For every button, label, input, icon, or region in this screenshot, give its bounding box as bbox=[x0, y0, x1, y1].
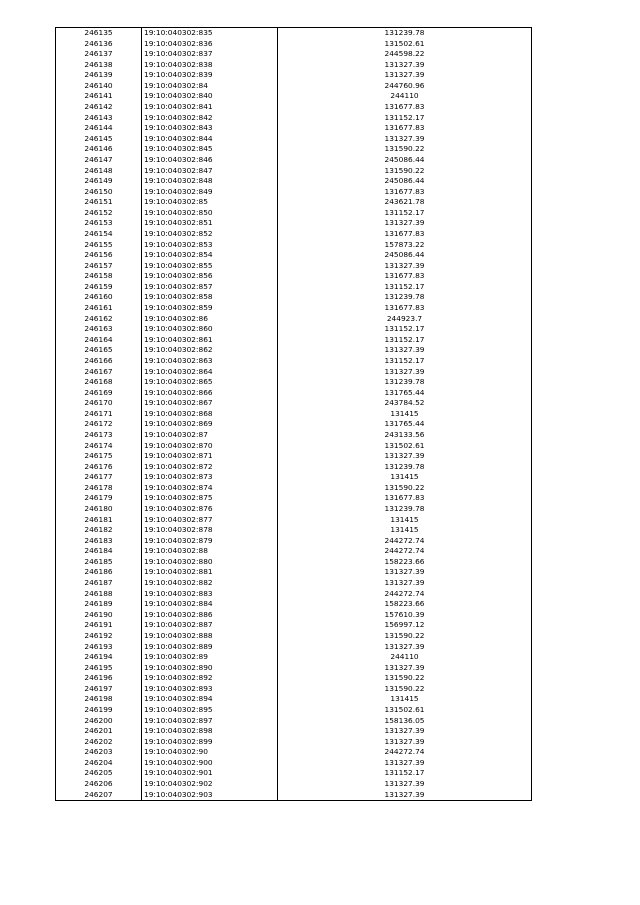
table-row bbox=[56, 367, 532, 378]
row-number-cell: 246183 bbox=[56, 536, 142, 547]
row-number-cell: 246154 bbox=[56, 229, 142, 240]
table-row bbox=[56, 28, 532, 39]
table-row bbox=[56, 441, 532, 452]
table-row bbox=[56, 377, 532, 388]
row-number-cell: 246206 bbox=[56, 779, 142, 790]
cadastral-number-cell: 19:10:040302:900 bbox=[142, 758, 278, 769]
table-row bbox=[56, 515, 532, 526]
row-number-cell: 246140 bbox=[56, 81, 142, 92]
value-cell: 157610.39 bbox=[278, 610, 532, 621]
cadastral-number-cell: 19:10:040302:875 bbox=[142, 493, 278, 504]
row-number-cell: 246147 bbox=[56, 155, 142, 166]
table-row bbox=[56, 620, 532, 631]
value-cell: 131327.39 bbox=[278, 758, 532, 769]
row-number-cell: 246145 bbox=[56, 134, 142, 145]
cadastral-number-cell: 19:10:040302:861 bbox=[142, 335, 278, 346]
table-row bbox=[56, 737, 532, 748]
cadastral-number-cell: 19:10:040302:903 bbox=[142, 790, 278, 801]
cadastral-number-cell: 19:10:040302:879 bbox=[142, 536, 278, 547]
row-number-cell: 246195 bbox=[56, 663, 142, 674]
value-cell: 131152.17 bbox=[278, 113, 532, 124]
table-row bbox=[56, 684, 532, 695]
table-row bbox=[56, 176, 532, 187]
cadastral-number-cell: 19:10:040302:849 bbox=[142, 187, 278, 198]
value-cell: 243133.56 bbox=[278, 430, 532, 441]
row-number-cell: 246165 bbox=[56, 345, 142, 356]
row-number-cell: 246202 bbox=[56, 737, 142, 748]
value-cell: 131239.78 bbox=[278, 504, 532, 515]
value-cell: 131152.17 bbox=[278, 324, 532, 335]
row-number-cell: 246146 bbox=[56, 144, 142, 155]
cadastral-number-cell: 19:10:040302:843 bbox=[142, 123, 278, 134]
value-cell: 131415 bbox=[278, 515, 532, 526]
table-row bbox=[56, 726, 532, 737]
value-cell: 131327.39 bbox=[278, 134, 532, 145]
table-row bbox=[56, 589, 532, 600]
row-number-cell: 246197 bbox=[56, 684, 142, 695]
row-number-cell: 246196 bbox=[56, 673, 142, 684]
value-cell: 131415 bbox=[278, 525, 532, 536]
table-row bbox=[56, 166, 532, 177]
value-cell: 131677.83 bbox=[278, 271, 532, 282]
table-row bbox=[56, 91, 532, 102]
cadastral-number-cell: 19:10:040302:872 bbox=[142, 462, 278, 473]
cadastral-number-cell: 19:10:040302:871 bbox=[142, 451, 278, 462]
row-number-cell: 246143 bbox=[56, 113, 142, 124]
table-row bbox=[56, 716, 532, 727]
row-number-cell: 246173 bbox=[56, 430, 142, 441]
cadastral-number-cell: 19:10:040302:858 bbox=[142, 292, 278, 303]
row-number-cell: 246193 bbox=[56, 642, 142, 653]
table-row bbox=[56, 261, 532, 272]
table-row bbox=[56, 631, 532, 642]
cadastral-number-cell: 19:10:040302:890 bbox=[142, 663, 278, 674]
value-cell: 157873.22 bbox=[278, 240, 532, 251]
value-cell: 245086.44 bbox=[278, 176, 532, 187]
row-number-cell: 246191 bbox=[56, 620, 142, 631]
cadastral-number-cell: 19:10:040302:87 bbox=[142, 430, 278, 441]
value-cell: 131327.39 bbox=[278, 790, 532, 801]
table-row bbox=[56, 694, 532, 705]
value-cell: 244272.74 bbox=[278, 589, 532, 600]
value-cell: 131415 bbox=[278, 694, 532, 705]
row-number-cell: 246138 bbox=[56, 60, 142, 71]
row-number-cell: 246181 bbox=[56, 515, 142, 526]
value-cell: 131152.17 bbox=[278, 282, 532, 293]
value-cell: 131502.61 bbox=[278, 705, 532, 716]
row-number-cell: 246182 bbox=[56, 525, 142, 536]
cadastral-number-cell: 19:10:040302:862 bbox=[142, 345, 278, 356]
row-number-cell: 246135 bbox=[56, 28, 142, 39]
cadastral-number-cell: 19:10:040302:877 bbox=[142, 515, 278, 526]
row-number-cell: 246160 bbox=[56, 292, 142, 303]
row-number-cell: 246153 bbox=[56, 218, 142, 229]
value-cell: 131327.39 bbox=[278, 567, 532, 578]
table-row bbox=[56, 493, 532, 504]
value-cell: 131677.83 bbox=[278, 187, 532, 198]
row-number-cell: 246172 bbox=[56, 419, 142, 430]
value-cell: 131327.39 bbox=[278, 578, 532, 589]
value-cell: 131239.78 bbox=[278, 28, 532, 39]
row-number-cell: 246186 bbox=[56, 567, 142, 578]
row-number-cell: 246162 bbox=[56, 314, 142, 325]
row-number-cell: 246164 bbox=[56, 335, 142, 346]
table-row bbox=[56, 779, 532, 790]
row-number-cell: 246169 bbox=[56, 388, 142, 399]
value-cell: 158223.66 bbox=[278, 557, 532, 568]
row-number-cell: 246158 bbox=[56, 271, 142, 282]
table-row bbox=[56, 113, 532, 124]
value-cell: 131765.44 bbox=[278, 419, 532, 430]
value-cell: 244272.74 bbox=[278, 747, 532, 758]
table-row bbox=[56, 250, 532, 261]
table-row bbox=[56, 155, 532, 166]
value-cell: 131415 bbox=[278, 472, 532, 483]
table-row bbox=[56, 324, 532, 335]
row-number-cell: 246139 bbox=[56, 70, 142, 81]
cadastral-number-cell: 19:10:040302:883 bbox=[142, 589, 278, 600]
row-number-cell: 246188 bbox=[56, 589, 142, 600]
value-cell: 131590.22 bbox=[278, 684, 532, 695]
row-number-cell: 246205 bbox=[56, 768, 142, 779]
value-cell: 244110 bbox=[278, 652, 532, 663]
value-cell: 131327.39 bbox=[278, 218, 532, 229]
cadastral-number-cell: 19:10:040302:894 bbox=[142, 694, 278, 705]
value-cell: 131327.39 bbox=[278, 737, 532, 748]
cadastral-number-cell: 19:10:040302:873 bbox=[142, 472, 278, 483]
table-row bbox=[56, 70, 532, 81]
table-row bbox=[56, 705, 532, 716]
value-cell: 131239.78 bbox=[278, 462, 532, 473]
cadastral-number-cell: 19:10:040302:886 bbox=[142, 610, 278, 621]
cadastral-number-cell: 19:10:040302:901 bbox=[142, 768, 278, 779]
table-row bbox=[56, 599, 532, 610]
value-cell: 131677.83 bbox=[278, 303, 532, 314]
cadastral-number-cell: 19:10:040302:857 bbox=[142, 282, 278, 293]
cadastral-number-cell: 19:10:040302:837 bbox=[142, 49, 278, 60]
table-row bbox=[56, 567, 532, 578]
row-number-cell: 246142 bbox=[56, 102, 142, 113]
cadastral-number-cell: 19:10:040302:889 bbox=[142, 642, 278, 653]
value-cell: 131239.78 bbox=[278, 292, 532, 303]
table-row bbox=[56, 419, 532, 430]
table-row bbox=[56, 187, 532, 198]
row-number-cell: 246200 bbox=[56, 716, 142, 727]
value-cell: 131765.44 bbox=[278, 388, 532, 399]
cadastral-number-cell: 19:10:040302:864 bbox=[142, 367, 278, 378]
cadastral-number-cell: 19:10:040302:882 bbox=[142, 578, 278, 589]
row-number-cell: 246167 bbox=[56, 367, 142, 378]
value-cell: 131590.22 bbox=[278, 483, 532, 494]
value-cell: 131152.17 bbox=[278, 208, 532, 219]
value-cell: 131327.39 bbox=[278, 642, 532, 653]
value-cell: 131327.39 bbox=[278, 70, 532, 81]
row-number-cell: 246207 bbox=[56, 790, 142, 801]
row-number-cell: 246180 bbox=[56, 504, 142, 515]
row-number-cell: 246176 bbox=[56, 462, 142, 473]
value-cell: 131327.39 bbox=[278, 60, 532, 71]
row-number-cell: 246177 bbox=[56, 472, 142, 483]
value-cell: 131590.22 bbox=[278, 631, 532, 642]
row-number-cell: 246137 bbox=[56, 49, 142, 60]
table-row bbox=[56, 557, 532, 568]
value-cell: 131677.83 bbox=[278, 123, 532, 134]
value-cell: 158136.05 bbox=[278, 716, 532, 727]
row-number-cell: 246151 bbox=[56, 197, 142, 208]
row-number-cell: 246150 bbox=[56, 187, 142, 198]
table-row bbox=[56, 652, 532, 663]
table-row bbox=[56, 768, 532, 779]
value-cell: 131327.39 bbox=[278, 261, 532, 272]
table-row bbox=[56, 271, 532, 282]
value-cell: 244598.22 bbox=[278, 49, 532, 60]
table-row bbox=[56, 483, 532, 494]
table-row bbox=[56, 123, 532, 134]
row-number-cell: 246144 bbox=[56, 123, 142, 134]
table-row bbox=[56, 356, 532, 367]
cadastral-number-cell: 19:10:040302:897 bbox=[142, 716, 278, 727]
value-cell: 131677.83 bbox=[278, 229, 532, 240]
row-number-cell: 246157 bbox=[56, 261, 142, 272]
cadastral-number-cell: 19:10:040302:84 bbox=[142, 81, 278, 92]
value-cell: 131502.61 bbox=[278, 39, 532, 50]
table-row bbox=[56, 472, 532, 483]
cadastral-number-cell: 19:10:040302:863 bbox=[142, 356, 278, 367]
row-number-cell: 246201 bbox=[56, 726, 142, 737]
cadastral-number-cell: 19:10:040302:836 bbox=[142, 39, 278, 50]
value-cell: 131327.39 bbox=[278, 451, 532, 462]
value-cell: 243784.52 bbox=[278, 398, 532, 409]
table-row bbox=[56, 314, 532, 325]
table-row bbox=[56, 504, 532, 515]
row-number-cell: 246159 bbox=[56, 282, 142, 293]
row-number-cell: 246187 bbox=[56, 578, 142, 589]
row-number-cell: 246156 bbox=[56, 250, 142, 261]
table-row bbox=[56, 578, 532, 589]
table-row bbox=[56, 134, 532, 145]
table-row bbox=[56, 144, 532, 155]
row-number-cell: 246148 bbox=[56, 166, 142, 177]
table-row bbox=[56, 282, 532, 293]
row-number-cell: 246171 bbox=[56, 409, 142, 420]
cadastral-number-cell: 19:10:040302:869 bbox=[142, 419, 278, 430]
row-number-cell: 246185 bbox=[56, 557, 142, 568]
cadastral-number-cell: 19:10:040302:888 bbox=[142, 631, 278, 642]
cadastral-number-cell: 19:10:040302:835 bbox=[142, 28, 278, 39]
cadastral-number-cell: 19:10:040302:86 bbox=[142, 314, 278, 325]
cadastral-number-cell: 19:10:040302:848 bbox=[142, 176, 278, 187]
value-cell: 244760.96 bbox=[278, 81, 532, 92]
row-number-cell: 246189 bbox=[56, 599, 142, 610]
table-row bbox=[56, 197, 532, 208]
cadastral-number-cell: 19:10:040302:853 bbox=[142, 240, 278, 251]
cadastral-number-cell: 19:10:040302:880 bbox=[142, 557, 278, 568]
value-cell: 131677.83 bbox=[278, 493, 532, 504]
cadastral-number-cell: 19:10:040302:876 bbox=[142, 504, 278, 515]
row-number-cell: 246168 bbox=[56, 377, 142, 388]
table-row bbox=[56, 536, 532, 547]
value-cell: 244272.74 bbox=[278, 536, 532, 547]
row-number-cell: 246170 bbox=[56, 398, 142, 409]
table-row bbox=[56, 790, 532, 801]
value-cell: 131590.22 bbox=[278, 673, 532, 684]
table-row bbox=[56, 663, 532, 674]
cadastral-number-cell: 19:10:040302:878 bbox=[142, 525, 278, 536]
cadastral-number-cell: 19:10:040302:88 bbox=[142, 546, 278, 557]
value-cell: 131327.39 bbox=[278, 779, 532, 790]
cadastral-number-cell: 19:10:040302:898 bbox=[142, 726, 278, 737]
row-number-cell: 246198 bbox=[56, 694, 142, 705]
value-cell: 131590.22 bbox=[278, 144, 532, 155]
row-number-cell: 246190 bbox=[56, 610, 142, 621]
row-number-cell: 246136 bbox=[56, 39, 142, 50]
table-row bbox=[56, 673, 532, 684]
table-row bbox=[56, 39, 532, 50]
cadastral-number-cell: 19:10:040302:866 bbox=[142, 388, 278, 399]
value-cell: 131152.17 bbox=[278, 356, 532, 367]
table-row bbox=[56, 208, 532, 219]
cadastral-number-cell: 19:10:040302:895 bbox=[142, 705, 278, 716]
cadastral-number-cell: 19:10:040302:845 bbox=[142, 144, 278, 155]
row-number-cell: 246192 bbox=[56, 631, 142, 642]
value-cell: 245086.44 bbox=[278, 250, 532, 261]
cadastral-number-cell: 19:10:040302:85 bbox=[142, 197, 278, 208]
row-number-cell: 246163 bbox=[56, 324, 142, 335]
table-row bbox=[56, 610, 532, 621]
cadastral-number-cell: 19:10:040302:899 bbox=[142, 737, 278, 748]
cadastral-number-cell: 19:10:040302:840 bbox=[142, 91, 278, 102]
cadastral-number-cell: 19:10:040302:902 bbox=[142, 779, 278, 790]
row-number-cell: 246149 bbox=[56, 176, 142, 187]
table-row bbox=[56, 60, 532, 71]
row-number-cell: 246178 bbox=[56, 483, 142, 494]
value-cell: 244110 bbox=[278, 91, 532, 102]
row-number-cell: 246175 bbox=[56, 451, 142, 462]
value-cell: 131152.17 bbox=[278, 768, 532, 779]
table-row bbox=[56, 303, 532, 314]
cadastral-number-cell: 19:10:040302:852 bbox=[142, 229, 278, 240]
cadastral-number-cell: 19:10:040302:868 bbox=[142, 409, 278, 420]
row-number-cell: 246141 bbox=[56, 91, 142, 102]
cadastral-number-cell: 19:10:040302:892 bbox=[142, 673, 278, 684]
table-row bbox=[56, 451, 532, 462]
table-row bbox=[56, 525, 532, 536]
cadastral-number-cell: 19:10:040302:851 bbox=[142, 218, 278, 229]
value-cell: 131239.78 bbox=[278, 377, 532, 388]
row-number-cell: 246199 bbox=[56, 705, 142, 716]
table-row bbox=[56, 546, 532, 557]
value-cell: 244272.74 bbox=[278, 546, 532, 557]
value-cell: 243621.78 bbox=[278, 197, 532, 208]
table-row bbox=[56, 642, 532, 653]
table-row bbox=[56, 345, 532, 356]
table-row bbox=[56, 240, 532, 251]
cadastral-number-cell: 19:10:040302:841 bbox=[142, 102, 278, 113]
table-row bbox=[56, 388, 532, 399]
table-row bbox=[56, 229, 532, 240]
cadastral-number-cell: 19:10:040302:860 bbox=[142, 324, 278, 335]
value-cell: 156997.12 bbox=[278, 620, 532, 631]
cadastral-number-cell: 19:10:040302:842 bbox=[142, 113, 278, 124]
value-cell: 131502.61 bbox=[278, 441, 532, 452]
cadastral-number-cell: 19:10:040302:839 bbox=[142, 70, 278, 81]
cadastral-number-cell: 19:10:040302:887 bbox=[142, 620, 278, 631]
table-row bbox=[56, 81, 532, 92]
value-cell: 244923.7 bbox=[278, 314, 532, 325]
cadastral-number-cell: 19:10:040302:847 bbox=[142, 166, 278, 177]
cadastral-number-cell: 19:10:040302:870 bbox=[142, 441, 278, 452]
table-row bbox=[56, 758, 532, 769]
table-row bbox=[56, 102, 532, 113]
row-number-cell: 246166 bbox=[56, 356, 142, 367]
value-cell: 131327.39 bbox=[278, 726, 532, 737]
cadastral-number-cell: 19:10:040302:856 bbox=[142, 271, 278, 282]
cadastral-number-cell: 19:10:040302:867 bbox=[142, 398, 278, 409]
table-row bbox=[56, 218, 532, 229]
row-number-cell: 246204 bbox=[56, 758, 142, 769]
cadastral-number-cell: 19:10:040302:844 bbox=[142, 134, 278, 145]
cadastral-number-cell: 19:10:040302:838 bbox=[142, 60, 278, 71]
value-cell: 131152.17 bbox=[278, 335, 532, 346]
table-row bbox=[56, 462, 532, 473]
value-cell: 131327.39 bbox=[278, 663, 532, 674]
table-body bbox=[56, 28, 532, 801]
cadastral-number-cell: 19:10:040302:865 bbox=[142, 377, 278, 388]
cadastral-number-cell: 19:10:040302:89 bbox=[142, 652, 278, 663]
cadastral-number-cell: 19:10:040302:854 bbox=[142, 250, 278, 261]
cadastral-number-cell: 19:10:040302:90 bbox=[142, 747, 278, 758]
cadastral-number-cell: 19:10:040302:859 bbox=[142, 303, 278, 314]
table-row bbox=[56, 398, 532, 409]
cadastral-number-cell: 19:10:040302:855 bbox=[142, 261, 278, 272]
row-number-cell: 246179 bbox=[56, 493, 142, 504]
row-number-cell: 246184 bbox=[56, 546, 142, 557]
cadastral-number-cell: 19:10:040302:850 bbox=[142, 208, 278, 219]
cadastral-number-cell: 19:10:040302:846 bbox=[142, 155, 278, 166]
row-number-cell: 246152 bbox=[56, 208, 142, 219]
cadastral-number-cell: 19:10:040302:881 bbox=[142, 567, 278, 578]
data-table bbox=[55, 27, 532, 801]
value-cell: 131677.83 bbox=[278, 102, 532, 113]
table-row bbox=[56, 430, 532, 441]
cadastral-number-cell: 19:10:040302:893 bbox=[142, 684, 278, 695]
value-cell: 245086.44 bbox=[278, 155, 532, 166]
cadastral-number-cell: 19:10:040302:884 bbox=[142, 599, 278, 610]
table-row bbox=[56, 335, 532, 346]
value-cell: 131327.39 bbox=[278, 367, 532, 378]
value-cell: 131415 bbox=[278, 409, 532, 420]
row-number-cell: 246161 bbox=[56, 303, 142, 314]
cadastral-number-cell: 19:10:040302:874 bbox=[142, 483, 278, 494]
row-number-cell: 246155 bbox=[56, 240, 142, 251]
row-number-cell: 246194 bbox=[56, 652, 142, 663]
row-number-cell: 246203 bbox=[56, 747, 142, 758]
value-cell: 158223.66 bbox=[278, 599, 532, 610]
table-row bbox=[56, 49, 532, 60]
table-row bbox=[56, 292, 532, 303]
value-cell: 131327.39 bbox=[278, 345, 532, 356]
table-row bbox=[56, 409, 532, 420]
table-row bbox=[56, 747, 532, 758]
row-number-cell: 246174 bbox=[56, 441, 142, 452]
value-cell: 131590.22 bbox=[278, 166, 532, 177]
